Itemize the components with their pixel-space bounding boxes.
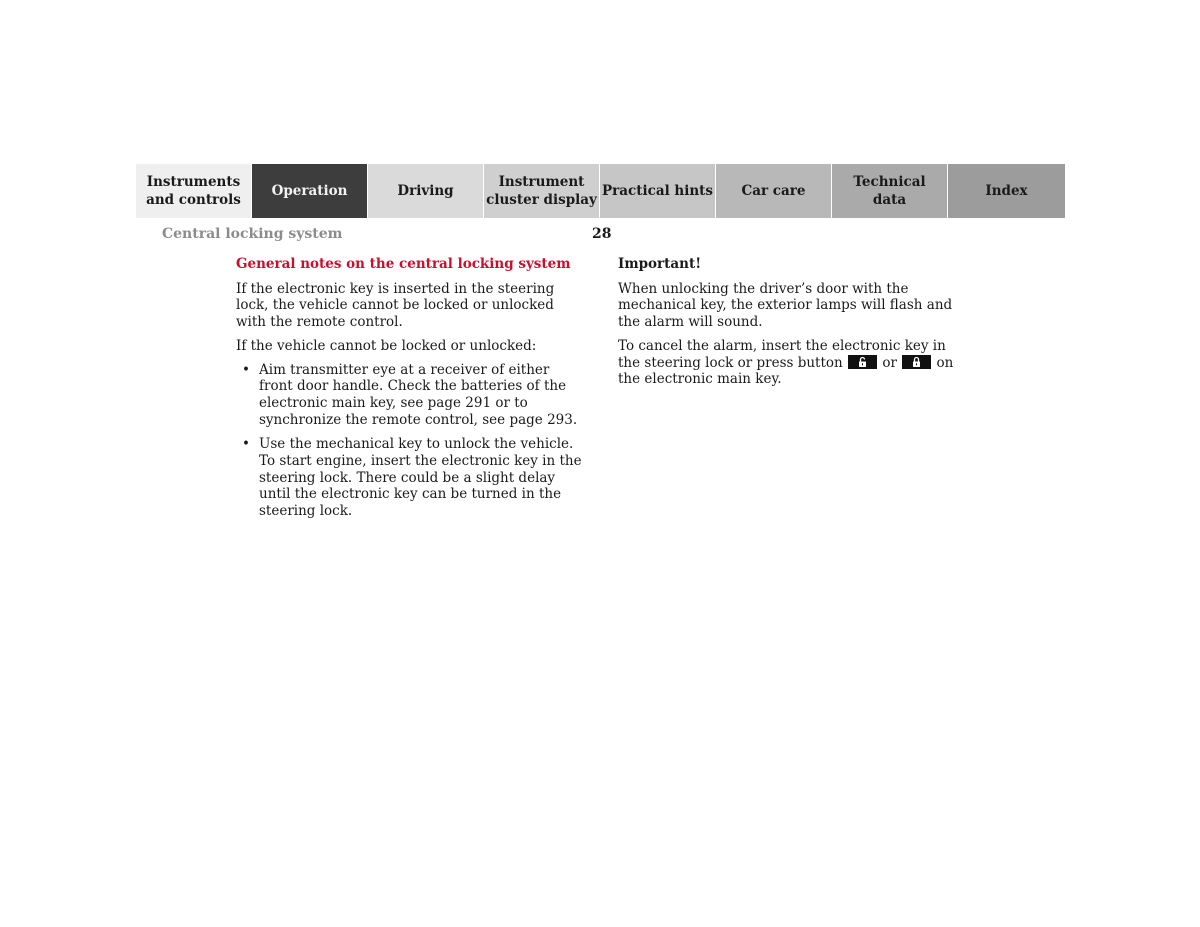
bullet-marker: • xyxy=(242,436,250,453)
left-column xyxy=(236,256,586,528)
tab-driving[interactable]: Driving xyxy=(368,164,484,218)
paragraph: If the vehicle cannot be locked or unlocked: xyxy=(236,337,537,354)
paragraph xyxy=(618,338,968,388)
list-item-text: Use the mechanical key to unlock the vehicle. To start engine, insert the electronic key in the steering lock. There could be a slight delay until the electronic key can be turned in the steering lock. xyxy=(259,436,582,520)
tab-technical-data[interactable]: Technical data xyxy=(832,164,948,218)
right-column xyxy=(618,256,968,395)
important-heading: Important! xyxy=(618,256,702,272)
paragraph-text: or xyxy=(882,354,897,371)
lock-icon xyxy=(902,355,931,369)
list-item xyxy=(236,362,586,429)
paragraph-text: To cancel the alarm, insert the electronic key in the steering lock or press button xyxy=(618,337,946,371)
tab-index[interactable]: Index xyxy=(948,164,1065,218)
section-heading: General notes on the central locking system xyxy=(236,256,571,272)
tab-operation[interactable]: Operation xyxy=(252,164,368,218)
list-item xyxy=(236,436,586,520)
paragraph: When unlocking the driver’s door with the mechanical key, the exterior lamps will flash and the alarm will sound. xyxy=(618,280,953,331)
tab-instruments-and-controls[interactable]: Instruments and controls xyxy=(136,164,252,218)
paragraph-text: on the electronic main key. xyxy=(618,354,954,388)
chapter-tabs xyxy=(136,164,1065,218)
unlock-icon xyxy=(848,355,877,369)
section-title: Central locking system xyxy=(162,226,343,242)
list-item-text: Aim transmitter eye at a receiver of either front door handle. Check the batteries of the electronic main key, see page 291 or to synchronize the remote control, see page 293. xyxy=(259,361,578,428)
tab-practical-hints[interactable]: Practical hints xyxy=(600,164,716,218)
tab-car-care[interactable]: Car care xyxy=(716,164,832,218)
bullet-marker: • xyxy=(242,361,250,378)
bullet-list xyxy=(236,362,586,520)
tab-instrument-cluster-display[interactable]: Instrument cluster display xyxy=(484,164,600,218)
page-number: 28 xyxy=(592,226,612,242)
paragraph: If the electronic key is inserted in the steering lock, the vehicle cannot be locked or unlocked with the remote control. xyxy=(236,280,555,331)
